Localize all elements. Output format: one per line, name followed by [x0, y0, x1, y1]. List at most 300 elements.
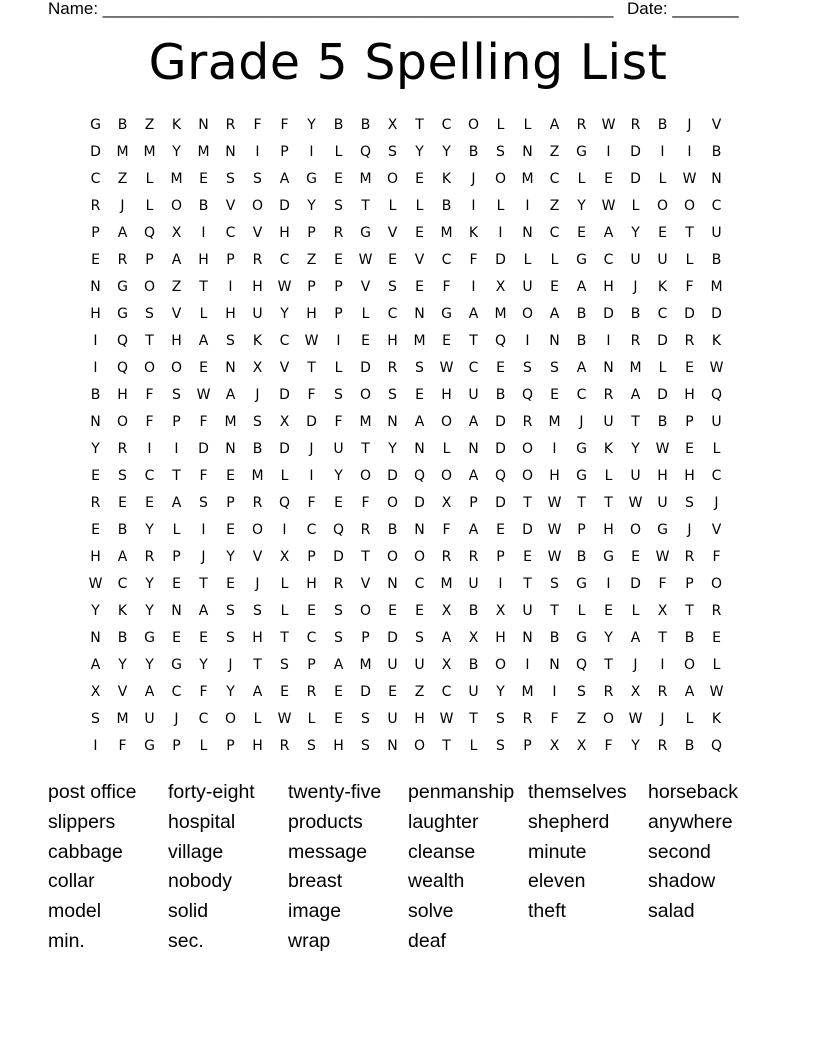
grid-letter[interactable]: Z [576, 710, 587, 727]
grid-letter[interactable]: M [494, 305, 507, 322]
grid-letter[interactable]: O [413, 548, 426, 565]
grid-letter[interactable]: H [306, 305, 317, 322]
grid-letter[interactable]: U [468, 575, 479, 592]
grid-letter[interactable]: J [714, 494, 719, 511]
grid-letter[interactable]: U [522, 602, 533, 619]
grid-letter[interactable]: P [307, 548, 316, 565]
grid-letter[interactable]: N [414, 305, 425, 322]
grid-letter[interactable]: O [251, 197, 264, 214]
grid-letter[interactable]: T [577, 494, 586, 511]
grid-letter[interactable]: R [684, 332, 695, 349]
grid-letter[interactable]: Z [549, 197, 560, 214]
grid-letter[interactable]: A [576, 359, 587, 376]
grid-letter[interactable]: J [687, 116, 692, 133]
grid-letter[interactable]: T [685, 602, 694, 619]
grid-letter[interactable]: X [279, 413, 290, 430]
grid-letter[interactable]: B [117, 116, 128, 133]
grid-letter[interactable]: S [118, 467, 127, 484]
grid-letter[interactable]: I [309, 467, 314, 484]
grid-letter[interactable]: U [657, 494, 668, 511]
grid-letter[interactable]: G [576, 440, 587, 457]
grid-letter[interactable]: Y [145, 521, 154, 538]
grid-letter[interactable]: F [712, 548, 721, 565]
grid-letter[interactable]: H [306, 575, 317, 592]
grid-letter[interactable]: L [685, 251, 694, 268]
grid-letter[interactable]: W [358, 251, 373, 268]
grid-letter[interactable]: E [604, 602, 613, 619]
grid-letter[interactable]: E [280, 683, 289, 700]
grid-letter[interactable]: R [117, 440, 128, 457]
grid-letter[interactable]: N [225, 143, 236, 160]
grid-letter[interactable]: A [630, 386, 641, 403]
grid-letter[interactable]: R [90, 494, 101, 511]
grid-letter[interactable]: D [414, 494, 425, 511]
grid-letter[interactable]: H [603, 278, 614, 295]
grid-letter[interactable]: P [577, 521, 586, 538]
grid-letter[interactable]: R [360, 521, 371, 538]
grid-letter[interactable]: C [225, 224, 236, 241]
grid-letter[interactable]: F [199, 683, 208, 700]
grid-letter[interactable]: J [633, 656, 638, 673]
grid-letter[interactable]: Y [334, 467, 343, 484]
grid-letter[interactable]: F [280, 116, 289, 133]
grid-letter[interactable]: T [361, 548, 370, 565]
grid-letter[interactable]: I [93, 737, 98, 754]
date-field[interactable]: Date: _______ [627, 0, 739, 18]
grid-letter[interactable]: I [309, 143, 314, 160]
grid-letter[interactable]: R [576, 116, 587, 133]
grid-letter[interactable]: C [171, 683, 182, 700]
grid-letter[interactable]: F [145, 386, 154, 403]
grid-letter[interactable]: S [388, 143, 397, 160]
grid-letter[interactable]: A [117, 548, 128, 565]
grid-letter[interactable]: Q [278, 494, 291, 511]
grid-letter[interactable]: C [441, 683, 452, 700]
grid-letter[interactable]: O [251, 521, 264, 538]
grid-letter[interactable]: C [549, 170, 560, 187]
grid-letter[interactable]: J [174, 710, 179, 727]
grid-letter[interactable]: D [630, 143, 641, 160]
grid-letter[interactable]: T [361, 440, 370, 457]
grid-letter[interactable]: Q [332, 521, 345, 538]
grid-letter[interactable]: V [252, 548, 263, 565]
grid-letter[interactable]: A [468, 413, 479, 430]
grid-letter[interactable]: L [280, 467, 289, 484]
grid-letter[interactable]: B [117, 521, 128, 538]
grid-letter[interactable]: E [334, 683, 343, 700]
grid-letter[interactable]: H [333, 737, 344, 754]
grid-letter[interactable]: S [523, 359, 532, 376]
grid-letter[interactable]: V [360, 278, 371, 295]
grid-letter[interactable]: E [91, 251, 100, 268]
grid-letter[interactable]: E [145, 494, 154, 511]
grid-letter[interactable]: S [172, 386, 181, 403]
grid-letter[interactable]: Y [172, 143, 181, 160]
grid-letter[interactable]: E [388, 251, 397, 268]
grid-letter[interactable]: T [199, 278, 208, 295]
grid-letter[interactable]: B [630, 305, 641, 322]
grid-letter[interactable]: N [603, 359, 614, 376]
grid-letter[interactable]: F [442, 521, 451, 538]
grid-letter[interactable]: A [576, 278, 587, 295]
grid-letter[interactable]: P [307, 224, 316, 241]
grid-letter[interactable]: N [711, 170, 722, 187]
grid-letter[interactable]: H [225, 305, 236, 322]
grid-letter[interactable]: E [172, 629, 181, 646]
grid-letter[interactable]: O [656, 197, 669, 214]
grid-letter[interactable]: E [496, 521, 505, 538]
grid-letter[interactable]: G [90, 116, 101, 133]
grid-letter[interactable]: Q [521, 386, 534, 403]
grid-letter[interactable]: C [117, 575, 128, 592]
grid-letter[interactable]: Q [116, 359, 129, 376]
grid-letter[interactable]: S [361, 710, 370, 727]
grid-letter[interactable]: S [91, 710, 100, 727]
grid-letter[interactable]: I [525, 332, 530, 349]
grid-letter[interactable]: M [143, 143, 156, 160]
grid-letter[interactable]: E [388, 683, 397, 700]
grid-letter[interactable]: O [521, 440, 534, 457]
grid-letter[interactable]: B [360, 116, 371, 133]
grid-letter[interactable]: D [495, 494, 506, 511]
grid-letter[interactable]: K [711, 332, 722, 349]
grid-letter[interactable]: F [307, 386, 316, 403]
grid-letter[interactable]: Y [577, 197, 586, 214]
grid-letter[interactable]: B [468, 602, 479, 619]
grid-letter[interactable]: Y [442, 143, 451, 160]
grid-letter[interactable]: U [387, 656, 398, 673]
grid-letter[interactable]: S [253, 602, 262, 619]
grid-letter[interactable]: P [307, 656, 316, 673]
grid-letter[interactable]: N [90, 629, 101, 646]
grid-letter[interactable]: T [685, 224, 694, 241]
grid-letter[interactable]: M [440, 224, 453, 241]
grid-letter[interactable]: Q [143, 224, 156, 241]
grid-letter[interactable]: B [549, 629, 560, 646]
grid-letter[interactable]: L [199, 737, 208, 754]
grid-letter[interactable]: F [550, 710, 559, 727]
grid-letter[interactable]: Y [415, 143, 424, 160]
grid-letter[interactable]: L [631, 197, 640, 214]
grid-letter[interactable]: P [307, 278, 316, 295]
grid-letter[interactable]: X [576, 737, 587, 754]
grid-letter[interactable]: K [441, 170, 452, 187]
grid-letter[interactable]: E [334, 170, 343, 187]
grid-letter[interactable]: R [225, 116, 236, 133]
grid-letter[interactable]: B [441, 197, 452, 214]
grid-letter[interactable]: S [685, 494, 694, 511]
grid-letter[interactable]: I [660, 143, 665, 160]
grid-letter[interactable]: F [118, 737, 127, 754]
grid-letter[interactable]: S [145, 305, 154, 322]
grid-letter[interactable]: J [633, 278, 638, 295]
grid-letter[interactable]: L [145, 170, 154, 187]
grid-letter[interactable]: U [711, 224, 722, 241]
grid-letter[interactable]: H [441, 386, 452, 403]
grid-letter[interactable]: E [604, 170, 613, 187]
grid-letter[interactable]: H [90, 305, 101, 322]
grid-letter[interactable]: E [226, 521, 235, 538]
grid-letter[interactable]: G [306, 170, 317, 187]
grid-letter[interactable]: H [90, 548, 101, 565]
grid-letter[interactable]: L [712, 656, 721, 673]
grid-letter[interactable]: N [387, 413, 398, 430]
grid-letter[interactable]: L [496, 197, 505, 214]
grid-letter[interactable]: U [522, 278, 533, 295]
grid-letter[interactable]: B [468, 656, 479, 673]
grid-letter[interactable]: R [522, 710, 533, 727]
grid-letter[interactable]: V [225, 197, 236, 214]
grid-letter[interactable]: E [199, 170, 208, 187]
grid-letter[interactable]: J [579, 413, 584, 430]
grid-letter[interactable]: W [547, 494, 562, 511]
grid-letter[interactable]: E [91, 467, 100, 484]
grid-letter[interactable]: A [117, 224, 128, 241]
grid-letter[interactable]: J [471, 170, 476, 187]
grid-letter[interactable]: R [252, 494, 263, 511]
grid-letter[interactable]: S [253, 170, 262, 187]
grid-letter[interactable]: S [550, 575, 559, 592]
grid-letter[interactable]: N [171, 602, 182, 619]
grid-letter[interactable]: S [199, 494, 208, 511]
grid-letter[interactable]: E [91, 521, 100, 538]
grid-letter[interactable]: P [226, 737, 235, 754]
grid-letter[interactable]: Q [494, 467, 507, 484]
grid-letter[interactable]: R [603, 683, 614, 700]
grid-letter[interactable]: G [576, 467, 587, 484]
grid-letter[interactable]: T [199, 575, 208, 592]
grid-letter[interactable]: O [710, 575, 723, 592]
grid-letter[interactable]: G [360, 224, 371, 241]
grid-letter[interactable]: V [360, 575, 371, 592]
grid-letter[interactable]: L [334, 143, 343, 160]
grid-letter[interactable]: C [90, 170, 101, 187]
grid-letter[interactable]: Y [226, 683, 235, 700]
grid-letter[interactable]: Y [604, 629, 613, 646]
grid-letter[interactable]: C [306, 521, 317, 538]
grid-letter[interactable]: A [225, 386, 236, 403]
grid-letter[interactable]: T [523, 575, 532, 592]
grid-letter[interactable]: I [93, 332, 98, 349]
grid-letter[interactable]: D [279, 386, 290, 403]
grid-letter[interactable]: M [521, 683, 534, 700]
grid-letter[interactable]: W [547, 521, 562, 538]
grid-letter[interactable]: W [277, 710, 292, 727]
grid-letter[interactable]: I [525, 656, 530, 673]
grid-letter[interactable]: O [440, 467, 453, 484]
grid-letter[interactable]: G [576, 629, 587, 646]
grid-letter[interactable]: K [468, 224, 479, 241]
grid-letter[interactable]: M [521, 170, 534, 187]
grid-letter[interactable]: A [279, 170, 290, 187]
grid-letter[interactable]: G [576, 143, 587, 160]
grid-letter[interactable]: Q [359, 143, 372, 160]
grid-letter[interactable]: N [387, 737, 398, 754]
grid-letter[interactable]: O [413, 737, 426, 754]
grid-letter[interactable]: T [604, 656, 613, 673]
name-field[interactable]: Name: ______________________________________________________ [48, 0, 614, 18]
grid-letter[interactable]: W [601, 197, 616, 214]
grid-letter[interactable]: F [145, 413, 154, 430]
grid-letter[interactable]: E [442, 332, 451, 349]
grid-letter[interactable]: Y [631, 224, 640, 241]
grid-letter[interactable]: I [498, 224, 503, 241]
grid-letter[interactable]: L [253, 710, 262, 727]
grid-letter[interactable]: F [334, 413, 343, 430]
grid-letter[interactable]: W [547, 548, 562, 565]
grid-letter[interactable]: J [228, 656, 233, 673]
grid-letter[interactable]: U [252, 305, 263, 322]
grid-letter[interactable]: S [496, 143, 505, 160]
grid-letter[interactable]: G [576, 575, 587, 592]
grid-letter[interactable]: D [306, 413, 317, 430]
grid-letter[interactable]: G [603, 548, 614, 565]
grid-letter[interactable]: K [117, 602, 128, 619]
grid-letter[interactable]: O [386, 494, 399, 511]
grid-letter[interactable]: G [144, 629, 155, 646]
grid-letter[interactable]: Y [145, 575, 154, 592]
grid-letter[interactable]: N [549, 332, 560, 349]
grid-letter[interactable]: O [359, 602, 372, 619]
grid-letter[interactable]: K [711, 710, 722, 727]
grid-letter[interactable]: Z [144, 116, 155, 133]
grid-letter[interactable]: A [144, 683, 155, 700]
grid-letter[interactable]: I [255, 143, 260, 160]
grid-letter[interactable]: J [120, 197, 125, 214]
grid-letter[interactable]: O [683, 197, 696, 214]
grid-letter[interactable]: H [549, 467, 560, 484]
grid-letter[interactable]: H [279, 224, 290, 241]
grid-letter[interactable]: L [469, 737, 478, 754]
grid-letter[interactable]: X [171, 224, 182, 241]
grid-letter[interactable]: O [170, 197, 183, 214]
grid-letter[interactable]: T [253, 656, 262, 673]
grid-letter[interactable]: A [414, 413, 425, 430]
grid-letter[interactable]: T [658, 629, 667, 646]
grid-letter[interactable]: C [711, 197, 722, 214]
grid-letter[interactable]: M [548, 413, 561, 430]
grid-letter[interactable]: C [549, 224, 560, 241]
grid-letter[interactable]: H [252, 278, 263, 295]
grid-letter[interactable]: I [471, 278, 476, 295]
grid-letter[interactable]: M [359, 656, 372, 673]
grid-letter[interactable]: J [309, 440, 314, 457]
grid-letter[interactable]: B [657, 116, 668, 133]
grid-letter[interactable]: H [387, 332, 398, 349]
grid-letter[interactable]: W [709, 359, 724, 376]
grid-letter[interactable]: B [252, 440, 263, 457]
grid-letter[interactable]: I [471, 197, 476, 214]
grid-letter[interactable]: V [117, 683, 128, 700]
grid-letter[interactable]: G [117, 305, 128, 322]
grid-letter[interactable]: O [359, 467, 372, 484]
grid-letter[interactable]: A [171, 251, 182, 268]
grid-letter[interactable]: G [441, 305, 452, 322]
grid-letter[interactable]: K [657, 278, 668, 295]
grid-letter[interactable]: C [198, 710, 209, 727]
grid-letter[interactable]: D [495, 440, 506, 457]
grid-letter[interactable]: T [631, 413, 640, 430]
grid-letter[interactable]: R [252, 251, 263, 268]
grid-letter[interactable]: V [171, 305, 182, 322]
grid-letter[interactable]: F [361, 494, 370, 511]
grid-letter[interactable]: E [550, 386, 559, 403]
grid-letter[interactable]: I [525, 197, 530, 214]
grid-letter[interactable]: E [577, 224, 586, 241]
grid-letter[interactable]: C [657, 305, 668, 322]
grid-letter[interactable]: I [174, 440, 179, 457]
grid-letter[interactable]: D [522, 521, 533, 538]
grid-letter[interactable]: Y [496, 683, 505, 700]
grid-letter[interactable]: R [603, 386, 614, 403]
grid-letter[interactable]: S [388, 278, 397, 295]
grid-letter[interactable]: R [279, 737, 290, 754]
grid-letter[interactable]: A [198, 602, 209, 619]
grid-letter[interactable]: Y [307, 197, 316, 214]
grid-letter[interactable]: S [334, 197, 343, 214]
grid-letter[interactable]: U [333, 440, 344, 457]
grid-letter[interactable]: U [711, 413, 722, 430]
grid-letter[interactable]: A [549, 305, 560, 322]
grid-letter[interactable]: N [225, 359, 236, 376]
grid-letter[interactable]: U [603, 413, 614, 430]
grid-letter[interactable]: S [334, 602, 343, 619]
grid-letter[interactable]: G [117, 278, 128, 295]
grid-letter[interactable]: D [387, 467, 398, 484]
grid-letter[interactable]: P [226, 494, 235, 511]
grid-letter[interactable]: F [307, 494, 316, 511]
grid-letter[interactable]: T [361, 197, 370, 214]
grid-letter[interactable]: A [603, 224, 614, 241]
grid-letter[interactable]: P [685, 413, 694, 430]
grid-letter[interactable]: E [685, 440, 694, 457]
grid-letter[interactable]: W [88, 575, 103, 592]
grid-letter[interactable]: V [252, 224, 263, 241]
grid-letter[interactable]: E [334, 251, 343, 268]
grid-letter[interactable]: T [307, 359, 316, 376]
grid-letter[interactable]: P [280, 143, 289, 160]
grid-letter[interactable]: Y [91, 602, 100, 619]
grid-letter[interactable]: W [277, 278, 292, 295]
grid-letter[interactable]: V [711, 521, 722, 538]
grid-letter[interactable]: I [687, 143, 692, 160]
grid-letter[interactable]: D [387, 629, 398, 646]
grid-letter[interactable]: M [170, 170, 183, 187]
grid-letter[interactable]: U [657, 251, 668, 268]
grid-letter[interactable]: A [333, 656, 344, 673]
grid-letter[interactable]: D [333, 548, 344, 565]
grid-letter[interactable]: S [334, 386, 343, 403]
grid-letter[interactable]: M [359, 413, 372, 430]
grid-letter[interactable]: R [387, 359, 398, 376]
grid-letter[interactable]: I [660, 656, 665, 673]
grid-letter[interactable]: Y [388, 440, 397, 457]
grid-letter[interactable]: Q [710, 737, 723, 754]
grid-letter[interactable]: T [172, 467, 181, 484]
grid-letter[interactable]: O [143, 359, 156, 376]
grid-letter[interactable]: E [361, 332, 370, 349]
grid-letter[interactable]: I [147, 440, 152, 457]
grid-letter[interactable]: V [279, 359, 290, 376]
grid-letter[interactable]: S [307, 737, 316, 754]
grid-letter[interactable]: Z [549, 143, 560, 160]
grid-letter[interactable]: L [442, 440, 451, 457]
grid-letter[interactable]: D [360, 359, 371, 376]
grid-letter[interactable]: Q [494, 332, 507, 349]
grid-letter[interactable]: B [657, 413, 668, 430]
grid-letter[interactable]: M [224, 413, 237, 430]
grid-letter[interactable]: C [387, 305, 398, 322]
